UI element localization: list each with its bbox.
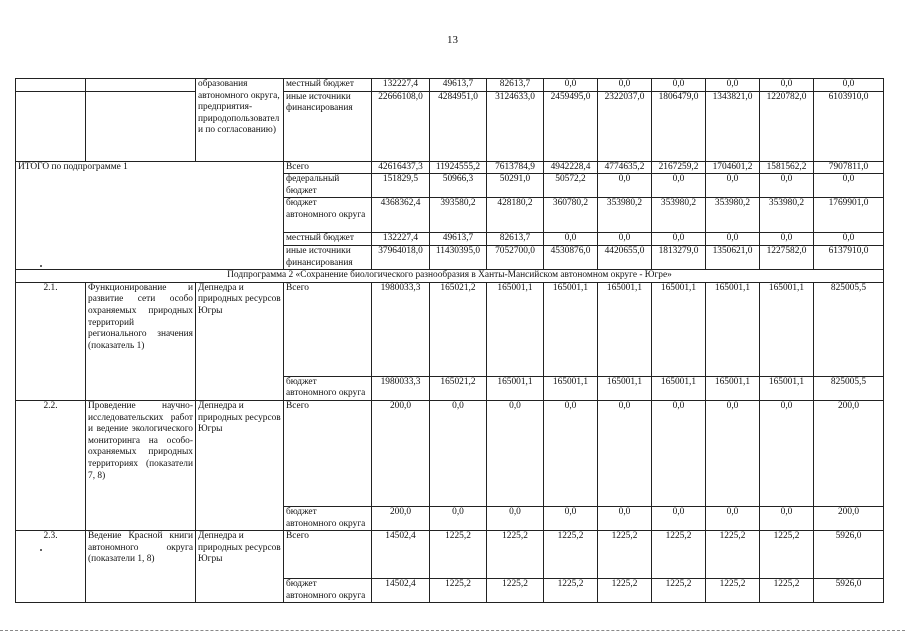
table-cell: 3124633,0 xyxy=(487,91,544,161)
table-row xyxy=(16,161,884,174)
table-cell: 1227582,0 xyxy=(760,245,814,269)
table-cell: 4942228,4 xyxy=(544,161,598,174)
table-cell: 165001,1 xyxy=(760,282,814,376)
table-cell: 1225,2 xyxy=(430,531,487,579)
table-cell: 6137910,0 xyxy=(814,245,884,269)
table-cell xyxy=(16,91,86,161)
table-cell: 200,0 xyxy=(372,506,430,530)
table-cell: 1220782,0 xyxy=(760,91,814,161)
table-cell: 165001,1 xyxy=(760,376,814,400)
table-cell: 2322037,0 xyxy=(598,91,652,161)
table-cell: Проведение научно-исследовательских работ и ведение экологического мониторинга на особо-охраняемых природных территориях (показатели 7, 8) xyxy=(86,400,196,530)
table-cell: 11924555,2 xyxy=(430,161,487,174)
table-cell xyxy=(86,91,196,161)
table-cell: 0,0 xyxy=(706,506,760,530)
table-cell: 0,0 xyxy=(544,79,598,92)
table-cell: 200,0 xyxy=(814,400,884,506)
table-cell: 0,0 xyxy=(706,174,760,198)
table-cell: 353980,2 xyxy=(706,198,760,233)
table-cell: ИТОГО по подпрограмме 1 xyxy=(16,161,284,270)
table-cell: 0,0 xyxy=(430,506,487,530)
table-cell: 0,0 xyxy=(760,79,814,92)
table-cell: 49613,7 xyxy=(430,233,487,246)
table-cell: 2.3. xyxy=(16,531,86,603)
table-cell: 1343821,0 xyxy=(706,91,760,161)
table-cell: 165021,2 xyxy=(430,282,487,376)
table-cell: иные источники финансирования xyxy=(284,91,372,161)
table-row xyxy=(16,270,884,283)
table-cell: 132227,4 xyxy=(372,233,430,246)
table-cell: 2459495,0 xyxy=(544,91,598,161)
table-cell: 1225,2 xyxy=(487,531,544,579)
table-cell: 353980,2 xyxy=(652,198,706,233)
table-cell: Всего xyxy=(284,531,372,579)
table-cell: 14502,4 xyxy=(372,579,430,603)
table-cell: 1225,2 xyxy=(706,579,760,603)
table-cell: 4774635,2 xyxy=(598,161,652,174)
table-cell: Депнедра и природных ресурсов Югры xyxy=(196,282,284,400)
table-cell: 1225,2 xyxy=(652,579,706,603)
table-cell: 165001,1 xyxy=(487,376,544,400)
table-cell: Депнедра и природных ресурсов Югры xyxy=(196,531,284,603)
table-cell: 165001,1 xyxy=(652,376,706,400)
table-cell: 1225,2 xyxy=(760,579,814,603)
table-cell: 353980,2 xyxy=(598,198,652,233)
table-cell: 1225,2 xyxy=(487,579,544,603)
table-cell: 4530876,0 xyxy=(544,245,598,269)
table-cell: 5926,0 xyxy=(814,579,884,603)
table-cell: 82613,7 xyxy=(487,233,544,246)
table-cell: 1980033,3 xyxy=(372,282,430,376)
table-cell: бюджет автономного округа xyxy=(284,376,372,400)
table-cell: 0,0 xyxy=(652,233,706,246)
table-cell: 165021,2 xyxy=(430,376,487,400)
table-cell: 165001,1 xyxy=(544,282,598,376)
table-cell: 825005,5 xyxy=(814,282,884,376)
table-cell: 4420655,0 xyxy=(598,245,652,269)
table-cell: 0,0 xyxy=(598,400,652,506)
table-cell: 11430395,0 xyxy=(430,245,487,269)
table-cell: 0,0 xyxy=(760,174,814,198)
table-cell: 1225,2 xyxy=(544,531,598,579)
table-cell: 0,0 xyxy=(760,506,814,530)
table-row xyxy=(16,91,884,161)
table-cell: 1225,2 xyxy=(544,579,598,603)
table-cell: 1225,2 xyxy=(760,531,814,579)
table-cell: 1225,2 xyxy=(598,531,652,579)
table-cell: 1350621,0 xyxy=(706,245,760,269)
table-cell: 0,0 xyxy=(814,79,884,92)
table-cell: 0,0 xyxy=(706,233,760,246)
scan-speck xyxy=(40,265,42,267)
table-cell: 22666108,0 xyxy=(372,91,430,161)
table-cell: 4368362,4 xyxy=(372,198,430,233)
table-cell: 5926,0 xyxy=(814,531,884,579)
table-cell: 353980,2 xyxy=(760,198,814,233)
table-cell: 132227,4 xyxy=(372,79,430,92)
table-cell: 0,0 xyxy=(706,79,760,92)
table-cell: 1704601,2 xyxy=(706,161,760,174)
table-body xyxy=(16,79,884,603)
table-cell: 165001,1 xyxy=(487,282,544,376)
table-row xyxy=(16,79,884,92)
table-cell: Всего xyxy=(284,282,372,376)
table-cell: 50966,3 xyxy=(430,174,487,198)
table-cell: 7613784,9 xyxy=(487,161,544,174)
table-cell: 0,0 xyxy=(652,506,706,530)
table-cell: 1225,2 xyxy=(430,579,487,603)
table-cell: местный бюджет xyxy=(284,233,372,246)
table-cell: 50572,2 xyxy=(544,174,598,198)
table-cell: 42616437,3 xyxy=(372,161,430,174)
table-cell: 1769901,0 xyxy=(814,198,884,233)
table-cell: 0,0 xyxy=(487,506,544,530)
table-cell: 165001,1 xyxy=(706,282,760,376)
table-cell: 165001,1 xyxy=(706,376,760,400)
table-cell: 0,0 xyxy=(598,233,652,246)
table-cell: 0,0 xyxy=(652,79,706,92)
table-cell: Всего xyxy=(284,161,372,174)
table-cell: 165001,1 xyxy=(598,282,652,376)
table-cell: иные источники финансирования xyxy=(284,245,372,269)
table-cell: 49613,7 xyxy=(430,79,487,92)
table-cell: 0,0 xyxy=(598,506,652,530)
table-cell: 0,0 xyxy=(706,400,760,506)
table-cell: 82613,7 xyxy=(487,79,544,92)
table-cell: 7052700,0 xyxy=(487,245,544,269)
table-cell: 6103910,0 xyxy=(814,91,884,161)
table-cell: 0,0 xyxy=(652,174,706,198)
table-cell: бюджет автономного округа xyxy=(284,579,372,603)
page-number: 13 xyxy=(447,34,458,46)
table-cell: 1225,2 xyxy=(652,531,706,579)
table-row xyxy=(16,531,884,579)
table-cell: 14502,4 xyxy=(372,531,430,579)
table-cell: Функционирование и развитие сети особо охраняемых природных территорий регионального значения (показатель 1) xyxy=(86,282,196,400)
table-cell: 0,0 xyxy=(814,174,884,198)
table-cell: 0,0 xyxy=(598,174,652,198)
budget-table xyxy=(15,78,884,603)
table-cell: 165001,1 xyxy=(598,376,652,400)
table-cell: 1813279,0 xyxy=(652,245,706,269)
table-cell: 37964018,0 xyxy=(372,245,430,269)
table-cell: 0,0 xyxy=(544,233,598,246)
table-cell: 165001,1 xyxy=(544,376,598,400)
table-cell: 4284951,0 xyxy=(430,91,487,161)
table-cell: 0,0 xyxy=(814,233,884,246)
table-cell: 50291,0 xyxy=(487,174,544,198)
table-cell: 1225,2 xyxy=(706,531,760,579)
table-cell: 2.1. xyxy=(16,282,86,400)
table-cell: 0,0 xyxy=(544,506,598,530)
table-cell: 360780,2 xyxy=(544,198,598,233)
table-row xyxy=(16,400,884,506)
table-cell: 1225,2 xyxy=(598,579,652,603)
table-cell: 1980033,3 xyxy=(372,376,430,400)
table-cell: 428180,2 xyxy=(487,198,544,233)
table-cell: 151829,5 xyxy=(372,174,430,198)
table-cell: 200,0 xyxy=(814,506,884,530)
table-cell: бюджет автономного округа xyxy=(284,198,372,233)
table-cell: 165001,1 xyxy=(652,282,706,376)
scan-speck xyxy=(40,549,42,551)
table-cell xyxy=(16,79,86,92)
table-cell: 2.2. xyxy=(16,400,86,530)
table-cell: 0,0 xyxy=(652,400,706,506)
table-cell: 0,0 xyxy=(760,233,814,246)
table-cell: Всего xyxy=(284,400,372,506)
table-cell: 393580,2 xyxy=(430,198,487,233)
table-cell: 0,0 xyxy=(487,400,544,506)
table-cell: 0,0 xyxy=(598,79,652,92)
table-cell: Ведение Красной книги автономного округа (показатели 1, 8) xyxy=(86,531,196,603)
table-cell: 1806479,0 xyxy=(652,91,706,161)
table-cell: 825005,5 xyxy=(814,376,884,400)
table-cell: 7907811,0 xyxy=(814,161,884,174)
table-cell: бюджет автономного округа xyxy=(284,506,372,530)
page-bottom-edge xyxy=(0,630,905,631)
table-cell xyxy=(86,79,196,92)
table-cell: образования автономного округа, предприятия-природопользователи по согласованию) xyxy=(196,79,284,162)
table-cell: Депнедра и природных ресурсов Югры xyxy=(196,400,284,530)
table-cell: 1581562,2 xyxy=(760,161,814,174)
table-cell: 200,0 xyxy=(372,400,430,506)
table-cell: 0,0 xyxy=(544,400,598,506)
table-cell: 0,0 xyxy=(430,400,487,506)
table-cell: федеральный бюджет xyxy=(284,174,372,198)
table-row xyxy=(16,282,884,376)
table-cell: 2167259,2 xyxy=(652,161,706,174)
table-cell: Подпрограмма 2 «Сохранение биологического разнообразия в Ханты-Мансийском автономном округе - Югре» xyxy=(16,270,884,283)
table-cell: местный бюджет xyxy=(284,79,372,92)
table-cell: 0,0 xyxy=(760,400,814,506)
